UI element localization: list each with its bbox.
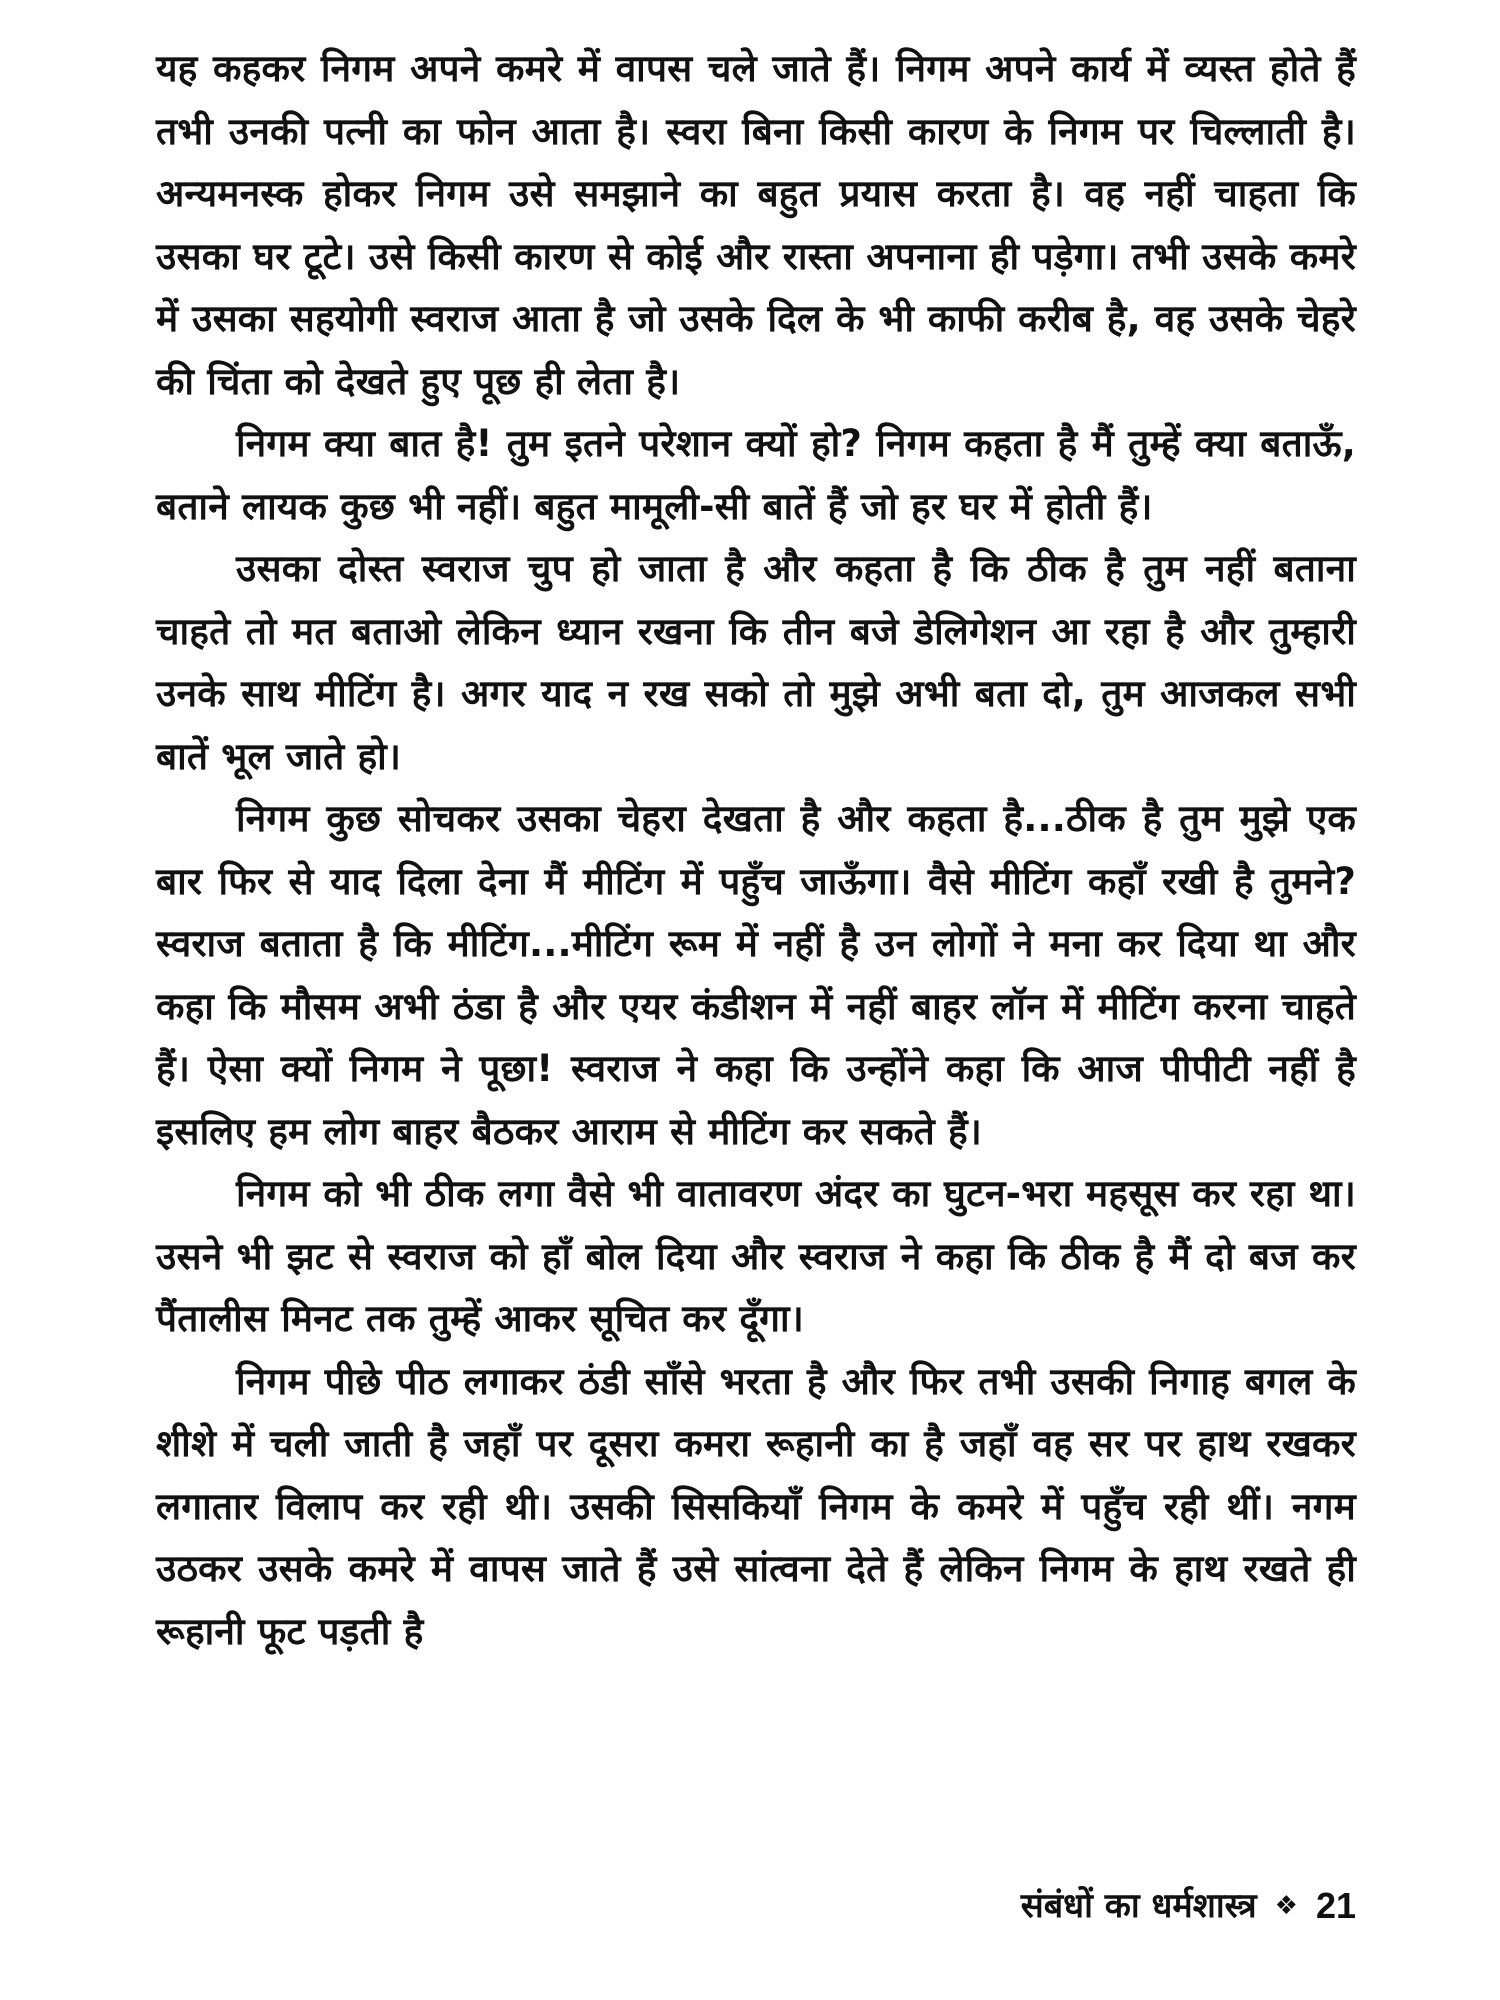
page-body <box>156 38 1356 1938</box>
paragraph-3: उसका दोस्त स्वराज चुप हो जाता है और कहता है कि ठीक है तुम नहीं बताना चाहते तो मत बताओ लेकिन ध्यान रखना कि तीन बजे डेलिगेशन आ रहा है और तुम्हारी उनके साथ मीटिंग है। अगर याद न रख सको तो मुझे अभी बता दो, तुम आजकल सभी बातें भूल जाते हो। <box>156 547 1356 778</box>
page-number: 21 <box>1315 1885 1356 1926</box>
paragraph-1: यह कहकर निगम अपने कमरे में वापस चले जाते हैं। निगम अपने कार्य में व्यस्त होते हैं तभी उनकी पत्नी का फोन आता है। स्वरा बिना किसी कारण के निगम पर चिल्लाती है। अन्यमनस्क होकर निगम उसे समझाने का बहुत प्रयास करता है। वह नहीं चाहता कि उसका घर टूटे। उसे किसी कारण से कोई और रास्ता अपनाना ही पड़ेगा। तभी उसके कमरे में उसका सहयोगी स्वराज आता है जो उसके दिल के भी काफी करीब है, वह उसके चेहरे की चिंता को देखते हुए पूछ ही लेता है। <box>156 47 1356 403</box>
ornament-icon: ❖ <box>1274 1891 1298 1921</box>
paragraph-4: निगम कुछ सोचकर उसका चेहरा देखता है और कहता है...ठीक है तुम मुझे एक बार फिर से याद दिला देना मैं मीटिंग में पहुँच जाऊँगा। वैसे मीटिंग कहाँ रखी है तुमने? स्वराज बताता है कि मीटिंग...मीटिंग रूम में नहीं है उन लोगों ने मना कर दिया था और कहा कि मौसम अभी ठंडा है और एयर कंडीशन में नहीं बाहर लॉन में मीटिंग करना चाहते हैं। ऐसा क्यों निगम ने पूछा! स्वराज ने कहा कि उन्होंने कहा कि आज पीपीटी नहीं है इसलिए हम लोग बाहर बैठकर आराम से मीटिंग कर सकते हैं। <box>156 797 1356 1153</box>
book-title: संबंधों का धर्मशास्त्र <box>1020 1886 1257 1926</box>
paragraph-5: निगम को भी ठीक लगा वैसे भी वातावरण अंदर का घुटन-भरा महसूस कर रहा था। उसने भी झट से स्वराज को हाँ बोल दिया और स्वराज ने कहा कि ठीक है मैं दो बज कर पैंतालीस मिनट तक तुम्हें आकर सूचित कर दूँगा। <box>156 1172 1356 1340</box>
paragraph-2: निगम क्या बात है! तुम इतने परेशान क्यों हो? निगम कहता है मैं तुम्हें क्या बताऊँ, बताने लायक कुछ भी नहीं। बहुत मामूली-सी बातें हैं जो हर घर में होती हैं। <box>156 422 1356 528</box>
page-footer <box>1020 1885 1356 1926</box>
paragraph-6: निगम पीछे पीठ लगाकर ठंडी साँसे भरता है और फिर तभी उसकी निगाह बगल के शीशे में चली जाती है जहाँ पर दूसरा कमरा रूहानी का है जहाँ वह सर पर हाथ रखकर लगातार विलाप कर रही थी। उसकी सिसकियाँ निगम के कमरे में पहुँच रही थीं। नगम उठकर उसके कमरे में वापस जाते हैं उसे सांत्वना देते हैं लेकिन निगम के हाथ रखते ही रूहानी फूट पड़ती है <box>156 1359 1356 1653</box>
